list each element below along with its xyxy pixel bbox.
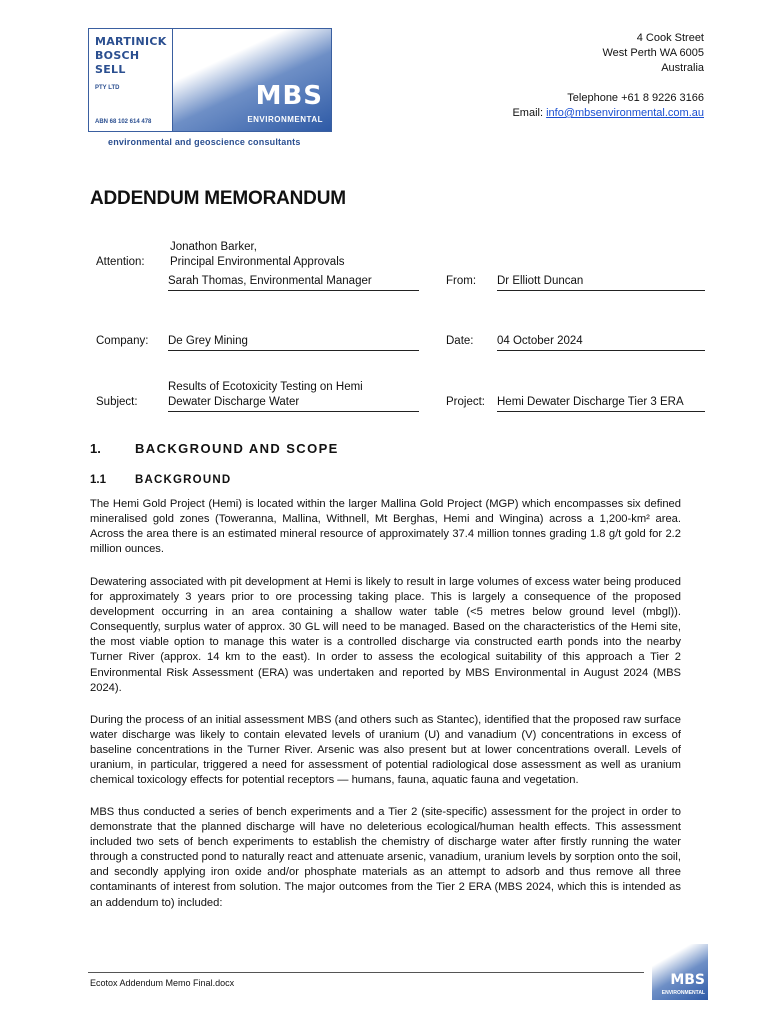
section-1-1-number: 1.1 xyxy=(90,474,106,486)
attention-label: Attention: xyxy=(96,256,145,268)
section-1-1-title: BACKGROUND xyxy=(135,474,232,486)
footer-logo-brand-sub: ENVIRONMENTAL xyxy=(661,990,705,996)
logo-pty: PTY LTD xyxy=(95,85,120,91)
logo-tagline: environmental and geoscience consultants xyxy=(108,137,301,147)
subject-label: Subject: xyxy=(96,396,138,408)
project-field: Hemi Dewater Discharge Tier 3 ERA xyxy=(497,395,705,412)
subject-line-1: Results of Ecotoxicity Testing on Hemi xyxy=(168,381,363,393)
company-logo xyxy=(88,28,332,132)
email-link[interactable]: info@mbsenvironmental.com.au xyxy=(546,107,704,119)
paragraph-2: Dewatering associated with pit development at Hemi is likely to result in large volumes of excess water being produced for approximately 3 years prior to ore processing taking place. This is largely a consequence of the proposed development occurring in an area containing a shallow water table (<5 metres below ground level (mbgl)). Consequently, surplus water of approx. 30 GL will need to be managed. Based on the characteristics of the Hemi site, the most viable option to manage this water is a controlled discharge via constructed earth ponds into the nearby Turner River (approx. 14 km to the east). In order to assess the ecological suitability of this approach a Tier 2 Environmental Risk Assessment (ERA) was undertaken and reported by MBS Environmental in August 2024 (MBS 2024). xyxy=(90,576,681,694)
logo-line-1: MARTINICK xyxy=(95,35,167,48)
paragraph-1: The Hemi Gold Project (Hemi) is located within the larger Mallina Gold Project (MGP) which encompasses six defined mineralised gold zones (Toweranna, Mallina, Withnell, Mt Berghas, Hemi and Wingina) across a 1,200-km² area. Across the area there is an estimated mineral resource of approximately 37.4 million tonnes grading 1.8 g/t gold for 2.2 million ounces. xyxy=(90,498,681,556)
paragraph-4: MBS thus conducted a series of bench experiments and a Tier 2 (site-specific) assessment for the project in order to demonstrate that the planned discharge will have no deleterious ecological/human health effects. This assessment included two sets of bench experiments to establish the chemistry of discharge water after firstly running the water through a constructed pond to naturally react and attenuate arsenic, vanadium, uranium levels by sorption onto the soil, and secondly applying iron oxide and/or phosphate materials as an attempt to adsorb and thus remove all three contaminants of interest from solution. The major outcomes from the Tier 2 ERA (MBS 2024, which this is intended as an addendum to) included: xyxy=(90,806,681,909)
footer-divider xyxy=(88,972,644,973)
logo-left-panel xyxy=(88,28,176,132)
section-1-heading xyxy=(90,441,339,456)
logo-line-2: BOSCH xyxy=(95,49,140,62)
subject-line-2: Dewater Discharge Water xyxy=(168,396,300,408)
document-title: ADDENDUM MEMORANDUM xyxy=(90,188,346,209)
from-label: From: xyxy=(446,275,477,287)
address-telephone: Telephone +61 8 9226 3166 xyxy=(567,92,704,104)
attention-line-2: Principal Environmental Approvals xyxy=(170,256,345,268)
section-1-1-heading xyxy=(90,474,231,486)
section-1-number: 1. xyxy=(90,441,101,456)
attention-names xyxy=(170,240,345,270)
logo-brand-sub: ENVIRONMENTAL xyxy=(247,115,323,124)
company-address xyxy=(512,31,704,121)
company-field: De Grey Mining xyxy=(168,334,419,351)
footer-filename: Ecotox Addendum Memo Final.docx xyxy=(90,978,235,988)
address-country: Australia xyxy=(661,62,704,74)
company-label: Company: xyxy=(96,335,149,347)
logo-line-3: SELL xyxy=(95,63,126,76)
logo-abn: ABN 68 102 614 478 xyxy=(95,119,152,125)
paragraph-3: During the process of an initial assessment MBS (and others such as Stantec), identified that the proposed raw surface water discharge was likely to contain elevated levels of uranium (U) and vanadium (V) concentrations in excess of baseline concentrations in the Turner River. Arsenic was also present but at lower concentrations overall. Levels of uranium, in particular, triggered a need for assessment of potential radiological dose assessment as well as uranium chemical toxicology effects for potential receptors — humans, fauna, aquatic fauna and vegetation. xyxy=(90,714,681,787)
footer-logo xyxy=(652,944,708,1000)
address-street: 4 Cook Street xyxy=(636,32,704,44)
section-1-title: BACKGROUND AND SCOPE xyxy=(135,441,339,456)
project-label: Project: xyxy=(446,396,485,408)
logo-brand: MBS xyxy=(255,81,323,111)
footer-logo-brand: MBS xyxy=(670,972,705,988)
subject-field xyxy=(168,380,419,412)
attention-field: Sarah Thomas, Environmental Manager xyxy=(168,274,419,291)
address-email-line xyxy=(512,106,704,121)
logo-right-panel xyxy=(172,28,332,132)
logo-company-name xyxy=(95,35,167,77)
date-field: 04 October 2024 xyxy=(497,334,705,351)
email-label: Email: xyxy=(512,107,547,119)
attention-line-1: Jonathon Barker, xyxy=(170,241,257,253)
address-city: West Perth WA 6005 xyxy=(602,47,704,59)
date-label: Date: xyxy=(446,335,474,347)
from-field: Dr Elliott Duncan xyxy=(497,274,705,291)
